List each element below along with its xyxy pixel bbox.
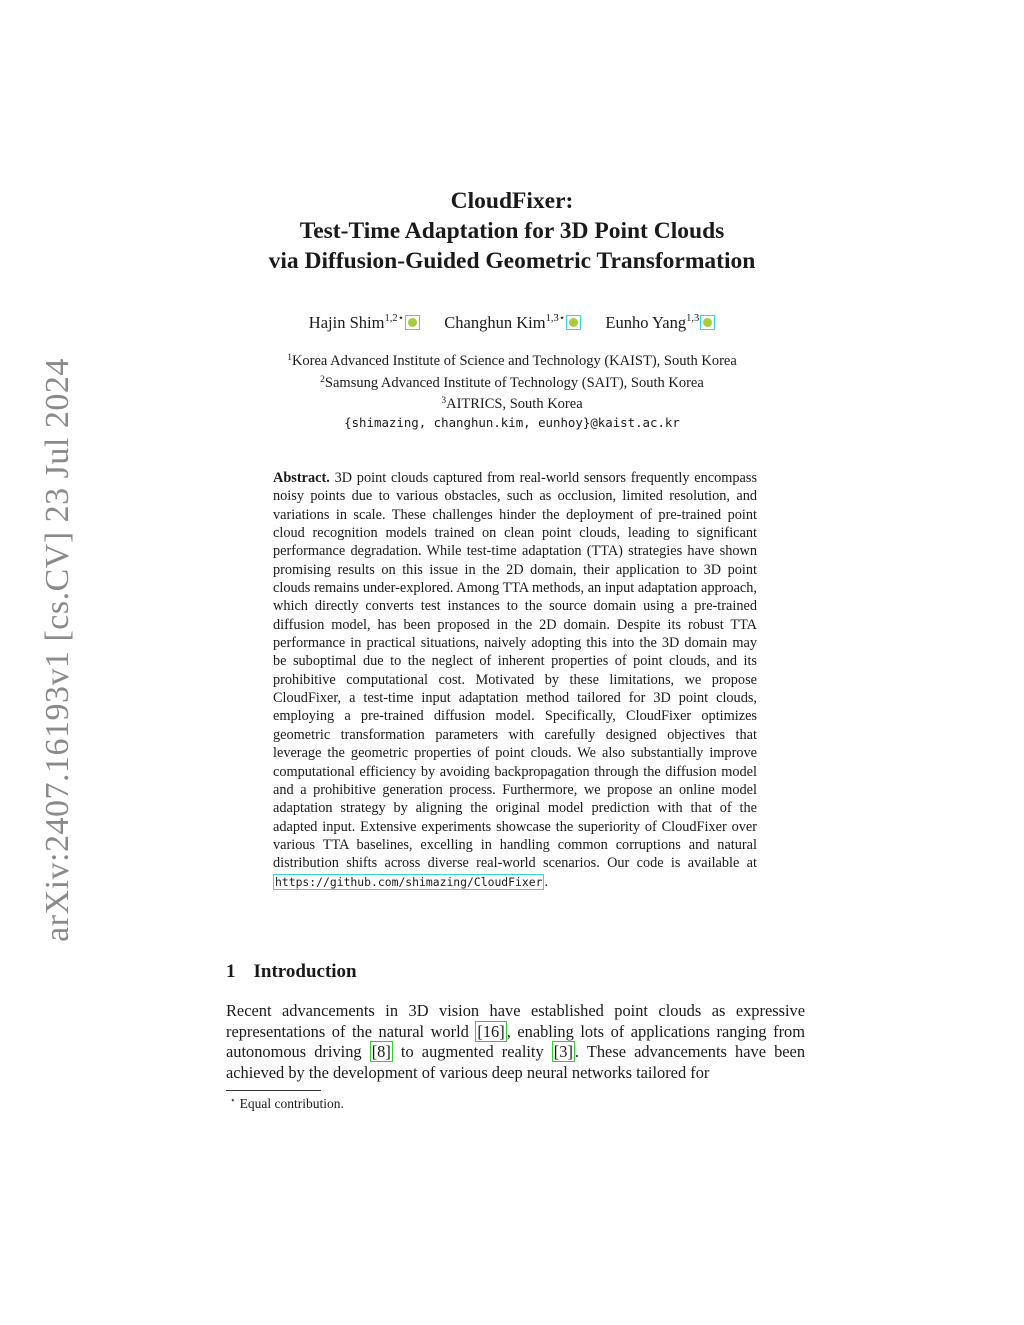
citation-link[interactable]: [16] bbox=[477, 1021, 505, 1041]
abstract-label: Abstract. bbox=[273, 470, 330, 486]
affiliation-3: $^3$AITRICS, South Korea bbox=[441, 396, 583, 412]
section-number: 1 bbox=[226, 961, 236, 982]
abstract: Abstract. 3D point clouds captured from real-world sensors frequently encompass noisy points due to various obstacles, such as occlusion, limited resolution, and variations in scale. These challenges hinder the deployment of pre-trained point cloud recognition models trained on clean point clouds, leading to significant performance degradation. While test-time adaptation (TTA) strategies have shown promising results on this issue in the 2D domain, their application to 3D point clouds remains under-explored. Among TTA methods, an input adaptation approach, which directly converts test instances to the source domain using a pre-trained diffusion model, has been proposed in the 2D domain. Despite its robust TTA performance in practical situations, naively adopting this into the 3D domain may be suboptimal due to the neglect of inherent properties of point clouds, and its prohibitive computational cost. Motivated by these limitations, we propose CloudFixer, a test-time input adaptation method tailored for 3D point clouds, employing a pre-trained diffusion model. Specifically, CloudFixer optimizes geometric transformation parameters with carefully designed objectives that leverage the geometric properties of point clouds. We also substantially improve computational efficiency by avoiding backpropagation through the diffusion model and a prohibitive generation process. Furthermore, we propose an online model adaptation strategy by aligning the original model prediction with that of the adapted input. Extensive experiments showcase the superiority of CloudFixer over various TTA baselines, excelling in handling common corruptions and natural distribution shifts across diverse real-world scenarios. Our code is available at https://github.com/shimazing/CloudFixer . bbox=[273, 470, 758, 890]
footnote-mark: ⋆ bbox=[230, 1095, 236, 1105]
section-title: Introduction bbox=[253, 961, 357, 982]
author: Changhun Kim$^{1,3⋆}$ bbox=[444, 313, 581, 332]
footnote-rule bbox=[226, 1090, 321, 1091]
title-line-1: CloudFixer: bbox=[450, 188, 574, 214]
title-line-3: via Diffusion-Guided Geometric Transformation bbox=[268, 248, 756, 274]
author: Hajin Shim$^{1,2⋆}$ bbox=[309, 313, 420, 332]
code-link[interactable]: https://github.com/shimazing/CloudFixer bbox=[275, 874, 543, 889]
affiliation-2: $^2$Samsung Advanced Institute of Technology (SAIT), South Korea bbox=[320, 374, 704, 391]
section-heading bbox=[226, 961, 357, 983]
orcid-icon[interactable] bbox=[566, 315, 581, 330]
affiliation-1: $^1$Korea Advanced Institute of Science and Technology (KAIST), South Korea bbox=[287, 353, 737, 369]
affiliations bbox=[0, 349, 1024, 432]
orcid-icon[interactable] bbox=[700, 315, 715, 330]
author: Eunho Yang$^{1,3}$ bbox=[605, 313, 715, 332]
footnote-text: Equal contribution. bbox=[239, 1096, 344, 1111]
intro-paragraph: Recent advancements in 3D vision have established point clouds as expressive representations of the natural world [16] , enabling lots of applications ranging from autonomous driving [8] to augmented reality [3] . These advancements have been achieved by the development of various deep neural networks tailored for bbox=[226, 1001, 806, 1082]
title-line-2: Test-Time Adaptation for 3D Point Clouds bbox=[299, 218, 725, 244]
arxiv-identifier[interactable]: arXiv:2407.16193v1 [cs.CV] 23 Jul 2024 bbox=[39, 358, 76, 942]
abstract-text: 3D point clouds captured from real-world sensors frequently encompass noisy points due to various obstacles, such as occlusion, limited resolution, and variations in scale. These challenges hinder the deployment of pre-trained point cloud recognition models trained on clean point clouds, leading to significant performance degradation. While test-time adaptation (TTA) strategies have shown promising results on this issue in the 2D domain, their application to 3D point clouds remains under-explored. Among TTA methods, an input adaptation approach, which directly converts test instances to the source domain using a pre-trained diffusion model, has been proposed in the 2D domain. Despite its robust TTA performance in practical situations, naively adopting this into the 3D domain may be suboptimal due to the neglect of inherent properties of point clouds, and its prohibitive computational cost. Motivated by these limitations, we propose CloudFixer, a test-time input adaptation method tailored for 3D point clouds, employing a pre-trained diffusion model. Specifically, CloudFixer optimizes geometric transformation parameters with carefully designed objectives that leverage the geometric properties of point clouds. We also substantially improve computational efficiency by avoiding backpropagation through the diffusion model and a prohibitive generation process. Furthermore, we propose an online model adaptation strategy by aligning the original model prediction with that of the adapted input. Extensive experiments showcase the superiority of CloudFixer over various TTA baselines, excelling in handling common corruptions and natural distribution shifts across diverse real-world scenarios. Our code is available at bbox=[273, 470, 758, 872]
citation-link[interactable]: [3] bbox=[553, 1042, 573, 1061]
citation-link[interactable]: [8] bbox=[371, 1042, 391, 1061]
author-list bbox=[0, 312, 1024, 333]
orcid-icon[interactable] bbox=[405, 315, 420, 330]
paper-title bbox=[0, 186, 1024, 276]
author-emails: {shimazing, changhun.kim, eunhoy}@kaist.ac.kr bbox=[344, 414, 680, 430]
footnote bbox=[230, 1095, 344, 1112]
